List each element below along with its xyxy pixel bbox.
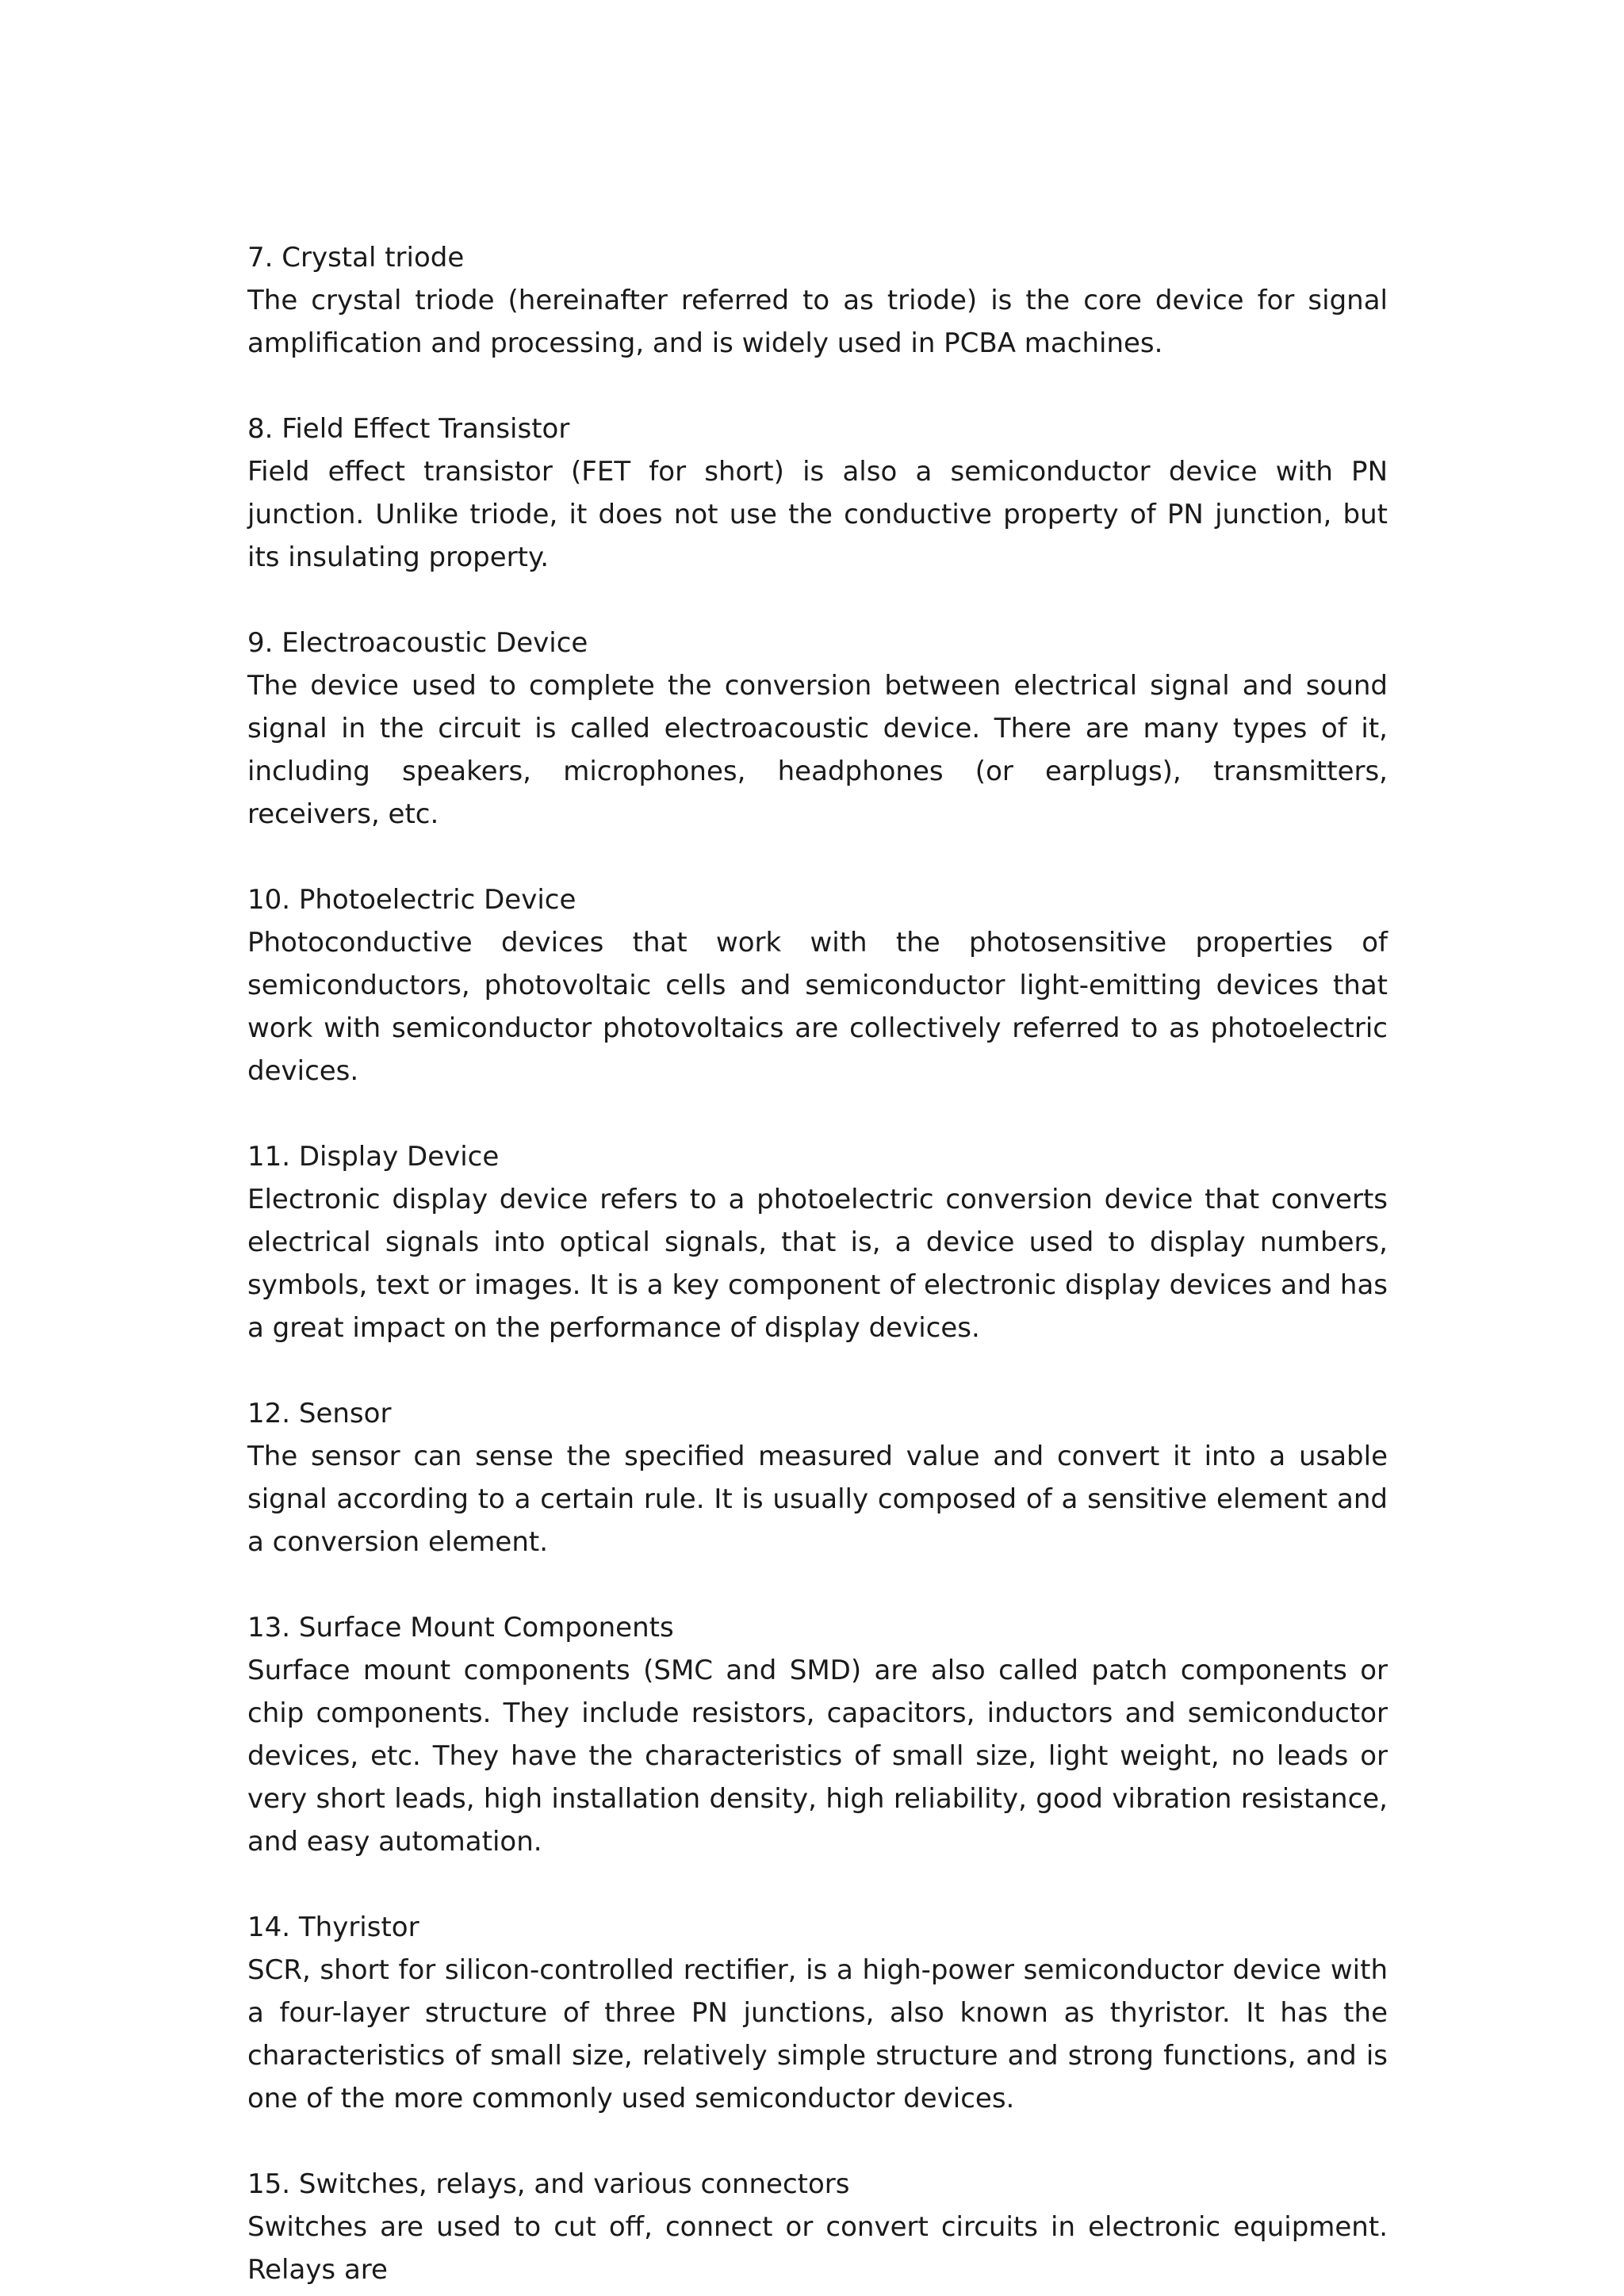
section-heading: 9. Electroacoustic Device: [247, 627, 588, 659]
section-thyristor: [247, 1906, 1388, 2120]
section-heading: 8. Field Effect Transistor: [247, 413, 570, 445]
section-body: The crystal triode (hereinafter referred to as triode) is the core device for signal amplification and processing, and is widely used in PCBA machines.: [247, 285, 1388, 359]
section-heading: 7. Crystal triode: [247, 242, 465, 274]
section-body: SCR, short for silicon-controlled rectifier, is a high-power semiconductor device with a four-layer structure of three PN junctions, also known as thyristor. It has the characteristics of small size, relatively simple structure and strong functions, and is one of the more commonly used semiconductor devices.: [247, 1954, 1388, 2114]
section-heading: 10. Photoelectric Device: [247, 884, 576, 916]
section-body: Electronic display device refers to a photoelectric conversion device that converts electrical signals into optical signals, that is, a device used to display numbers, symbols, text or images. It is a key component of electronic display devices and has a great impact on the performance of display devices.: [247, 1184, 1388, 1344]
section-heading: 11. Display Device: [247, 1141, 500, 1173]
document-page: [247, 236, 1388, 2291]
section-heading: 12. Sensor: [247, 1398, 392, 1429]
section-body: Photoconductive devices that work with the photosensitive properties of semiconductors, photovoltaic cells and semiconductor light-emitting devices that work with semiconductor photovoltaics are collectively referred to as photoelectric devices.: [247, 927, 1388, 1087]
section-crystal-triode: [247, 236, 1388, 365]
section-body: Field effect transistor (FET for short) is also a semiconductor device with PN junction. Unlike triode, it does not use the conductive property of PN junction, but its insulating property.: [247, 456, 1388, 573]
section-photoelectric-device: [247, 878, 1388, 1093]
section-body: The sensor can sense the specified measured value and convert it into a usable signal according to a certain rule. It is usually composed of a sensitive element and a conversion element.: [247, 1441, 1388, 1558]
section-heading: 13. Surface Mount Components: [247, 1612, 674, 1644]
section-heading: 14. Thyristor: [247, 1911, 419, 1943]
section-surface-mount-components: [247, 1606, 1388, 1863]
section-sensor: [247, 1392, 1388, 1563]
section-display-device: [247, 1135, 1388, 1349]
section-body: Switches are used to cut off, connect or convert circuits in electronic equipment. Relays are: [247, 2211, 1388, 2286]
section-body: The device used to complete the conversion between electrical signal and sound signal in the circuit is called electroacoustic device. There are many types of it, including speakers, microphones, headphones (or earplugs), transmitters, receivers, etc.: [247, 670, 1388, 830]
section-electroacoustic-device: [247, 622, 1388, 836]
section-body: Surface mount components (SMC and SMD) are also called patch components or chip components. They include resistors, capacitors, inductors and semiconductor devices, etc. They have the characteristics of small size, light weight, no leads or very short leads, high installation density, high reliability, good vibration resistance, and easy automation.: [247, 1655, 1388, 1858]
section-heading: 15. Switches, relays, and various connectors: [247, 2168, 850, 2200]
section-switches-relays-connectors: [247, 2163, 1388, 2291]
section-field-effect-transistor: [247, 408, 1388, 579]
